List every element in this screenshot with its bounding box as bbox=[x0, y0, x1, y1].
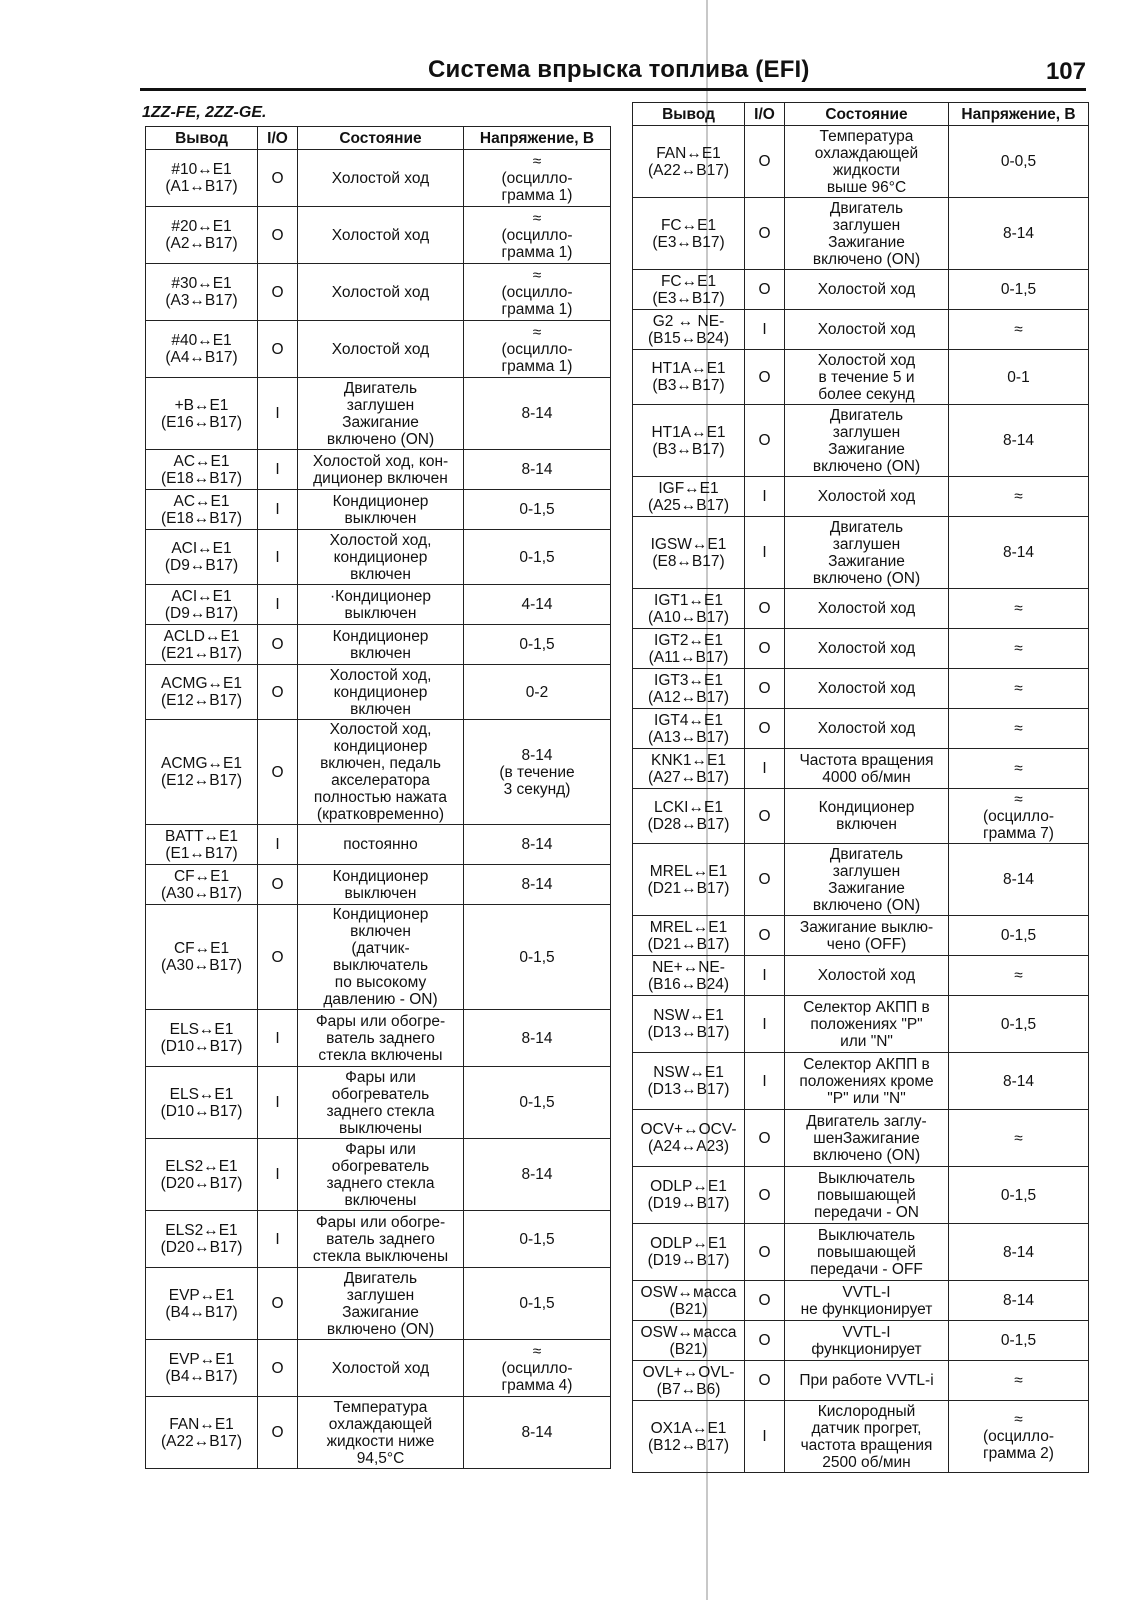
cell-condition: Селектор АКПП в положениях "P" или "N" bbox=[785, 996, 949, 1053]
cell-voltage: 8-14 bbox=[949, 1224, 1089, 1281]
cell-condition: Двигатель заглушен Зажигание включено (ON) bbox=[298, 1268, 464, 1340]
table-row bbox=[146, 450, 611, 490]
table-row bbox=[146, 1340, 611, 1397]
cell-voltage: ≈ (осцилло- грамма 1) bbox=[464, 207, 611, 264]
cell-condition: Холостой ход, кондиционер включен bbox=[298, 665, 464, 720]
cell-pin: #30↔E1 (A3↔B17) bbox=[146, 264, 258, 321]
cell-voltage: 0-1,5 bbox=[464, 905, 611, 1010]
cell-condition: Зажигание выклю- чено (OFF) bbox=[785, 916, 949, 956]
cell-pin: IGT1↔E1 (A10↔B17) bbox=[633, 589, 745, 629]
table-row bbox=[146, 1139, 611, 1211]
cell-voltage: 8-14 bbox=[949, 844, 1089, 916]
cell-voltage: 0-1,5 bbox=[464, 1268, 611, 1340]
table-row bbox=[633, 1053, 1089, 1110]
table-row bbox=[146, 1211, 611, 1268]
cell-pin: +B↔E1 (E16↔B17) bbox=[146, 378, 258, 450]
cell-io: O bbox=[745, 629, 785, 669]
column-header-condition: Состояние bbox=[298, 127, 464, 150]
table-row bbox=[146, 1067, 611, 1139]
cell-voltage: 8-14 bbox=[464, 1010, 611, 1067]
table-row bbox=[633, 1281, 1089, 1321]
table-row bbox=[633, 629, 1089, 669]
table-row bbox=[146, 665, 611, 720]
column-header-io: I/O bbox=[745, 103, 785, 126]
cell-pin: FC↔E1 (E3↔B17) bbox=[633, 198, 745, 270]
cell-pin: IGF↔E1 (A25↔B17) bbox=[633, 477, 745, 517]
cell-voltage: 8-14 bbox=[464, 450, 611, 490]
table-row bbox=[633, 1110, 1089, 1167]
cell-io: O bbox=[745, 405, 785, 477]
cell-condition: Холостой ход bbox=[298, 1340, 464, 1397]
cell-voltage: 0-1 bbox=[949, 350, 1089, 405]
cell-pin: MREL↔E1 (D21↔B17) bbox=[633, 844, 745, 916]
cell-condition: Выключатель повышающей передачи - ON bbox=[785, 1167, 949, 1224]
cell-pin: HT1A↔E1 (B3↔B17) bbox=[633, 350, 745, 405]
column-header-condition: Состояние bbox=[785, 103, 949, 126]
table-row bbox=[146, 264, 611, 321]
cell-pin: IGT3↔E1 (A12↔B17) bbox=[633, 669, 745, 709]
cell-condition: Холостой ход bbox=[298, 150, 464, 207]
cell-pin: ACI↔E1 (D9↔B17) bbox=[146, 530, 258, 585]
engine-caption: 1ZZ-FE, 2ZZ-GE. bbox=[142, 104, 267, 121]
cell-condition: Кондиционер выключен bbox=[298, 865, 464, 905]
table-row bbox=[146, 865, 611, 905]
cell-pin: OSW↔масса (B21) bbox=[633, 1321, 745, 1361]
cell-condition: Температура охлаждающей жидкости выше 96°C bbox=[785, 126, 949, 198]
cell-io: I bbox=[745, 477, 785, 517]
cell-pin: ELS2↔E1 (D20↔B17) bbox=[146, 1211, 258, 1268]
table-row bbox=[633, 517, 1089, 589]
cell-pin: OVL+↔OVL- (B7↔B6) bbox=[633, 1361, 745, 1401]
cell-condition: Кондиционер включен (датчик- выключатель по высокому давлению - ON) bbox=[298, 905, 464, 1010]
cell-pin: ACLD↔E1 (E21↔B17) bbox=[146, 625, 258, 665]
cell-io: O bbox=[745, 126, 785, 198]
cell-pin: ELS2↔E1 (D20↔B17) bbox=[146, 1139, 258, 1211]
cell-voltage: 0-1,5 bbox=[464, 490, 611, 530]
cell-condition: Холостой ход, кондиционер включен bbox=[298, 530, 464, 585]
cell-pin: ACMG↔E1 (E12↔B17) bbox=[146, 665, 258, 720]
cell-pin: EVP↔E1 (B4↔B17) bbox=[146, 1340, 258, 1397]
table-row bbox=[146, 1268, 611, 1340]
cell-voltage: ≈ bbox=[949, 956, 1089, 996]
cell-io: O bbox=[258, 720, 298, 825]
cell-condition: Температура охлаждающей жидкости ниже 94,5°C bbox=[298, 1397, 464, 1469]
cell-pin: IGT4↔E1 (A13↔B17) bbox=[633, 709, 745, 749]
cell-voltage: 0-1,5 bbox=[464, 1067, 611, 1139]
table-row bbox=[633, 1361, 1089, 1401]
cell-pin: ODLP↔E1 (D19↔B17) bbox=[633, 1224, 745, 1281]
cell-pin: CF↔E1 (A30↔B17) bbox=[146, 865, 258, 905]
cell-condition: Двигатель заглушен Зажигание включено (ON) bbox=[785, 517, 949, 589]
table-row bbox=[633, 477, 1089, 517]
cell-io: O bbox=[745, 1224, 785, 1281]
cell-condition: Кондиционер выключен bbox=[298, 490, 464, 530]
cell-io: O bbox=[258, 1268, 298, 1340]
table-row bbox=[146, 625, 611, 665]
cell-voltage: ≈ bbox=[949, 589, 1089, 629]
cell-pin: ELS↔E1 (D10↔B17) bbox=[146, 1067, 258, 1139]
cell-condition: Холостой ход, кондиционер включен, педаль акселератора полностью нажата (кратковременно) bbox=[298, 720, 464, 825]
cell-condition: Кондиционер включен bbox=[785, 789, 949, 844]
cell-io: I bbox=[258, 1139, 298, 1211]
cell-io: O bbox=[258, 150, 298, 207]
cell-voltage: 0-1,5 bbox=[949, 916, 1089, 956]
cell-condition: Холостой ход bbox=[298, 321, 464, 378]
table-row bbox=[633, 996, 1089, 1053]
cell-io: O bbox=[258, 905, 298, 1010]
cell-condition: Фары или обогреватель заднего стекла выключены bbox=[298, 1067, 464, 1139]
cell-io: O bbox=[258, 321, 298, 378]
cell-pin: NSW↔E1 (D13↔B17) bbox=[633, 1053, 745, 1110]
cell-pin: ODLP↔E1 (D19↔B17) bbox=[633, 1167, 745, 1224]
cell-io: O bbox=[258, 1397, 298, 1469]
cell-io: I bbox=[745, 956, 785, 996]
cell-condition: Холостой ход в течение 5 и более секунд bbox=[785, 350, 949, 405]
cell-condition: Выключатель повышающей передачи - OFF bbox=[785, 1224, 949, 1281]
cell-pin: FC↔E1 (E3↔B17) bbox=[633, 270, 745, 310]
cell-voltage: ≈ bbox=[949, 477, 1089, 517]
cell-pin: BATT↔E1 (E1↔B17) bbox=[146, 825, 258, 865]
cell-condition: При работе VVTL-i bbox=[785, 1361, 949, 1401]
page-header bbox=[140, 54, 1086, 91]
cell-condition: Холостой ход bbox=[785, 709, 949, 749]
cell-voltage: ≈ bbox=[949, 1110, 1089, 1167]
table-row bbox=[146, 825, 611, 865]
cell-io: I bbox=[745, 1053, 785, 1110]
column-header-io: I/O bbox=[258, 127, 298, 150]
table-row bbox=[146, 530, 611, 585]
cell-io: I bbox=[258, 825, 298, 865]
cell-pin: AC↔E1 (E18↔B17) bbox=[146, 450, 258, 490]
cell-condition: Селектор АКПП в положениях кроме "P" или "N" bbox=[785, 1053, 949, 1110]
cell-io: O bbox=[258, 625, 298, 665]
cell-io: I bbox=[258, 490, 298, 530]
cell-pin: OX1A↔E1 (B12↔B17) bbox=[633, 1401, 745, 1473]
cell-pin: LCKI↔E1 (D28↔B17) bbox=[633, 789, 745, 844]
cell-io: O bbox=[745, 1167, 785, 1224]
cell-pin: CF↔E1 (A30↔B17) bbox=[146, 905, 258, 1010]
table-row bbox=[146, 905, 611, 1010]
table-row bbox=[146, 1010, 611, 1067]
cell-condition: Двигатель заглушен Зажигание включено (ON) bbox=[785, 844, 949, 916]
cell-condition: Холостой ход bbox=[785, 669, 949, 709]
table-header-row bbox=[146, 127, 611, 150]
cell-voltage: ≈ bbox=[949, 1361, 1089, 1401]
cell-pin: HT1A↔E1 (B3↔B17) bbox=[633, 405, 745, 477]
table-row bbox=[633, 350, 1089, 405]
cell-io: O bbox=[258, 665, 298, 720]
table-row bbox=[633, 310, 1089, 350]
cell-io: I bbox=[258, 530, 298, 585]
cell-pin: ACMG↔E1 (E12↔B17) bbox=[146, 720, 258, 825]
page-number: 107 bbox=[1045, 58, 1086, 85]
cell-condition: Двигатель заглушен Зажигание включено (ON) bbox=[298, 378, 464, 450]
cell-voltage: ≈ bbox=[949, 749, 1089, 789]
cell-voltage: 4-14 bbox=[464, 585, 611, 625]
cell-condition: Кислородный датчик прогрет, частота вращения 2500 об/мин bbox=[785, 1401, 949, 1473]
cell-io: I bbox=[745, 1401, 785, 1473]
pin-table-left bbox=[145, 126, 611, 1469]
cell-condition: постоянно bbox=[298, 825, 464, 865]
table-row bbox=[146, 150, 611, 207]
cell-voltage: 8-14 bbox=[949, 1053, 1089, 1110]
table-row bbox=[633, 956, 1089, 996]
cell-voltage: ≈ (осцилло- грамма 1) bbox=[464, 150, 611, 207]
cell-io: I bbox=[258, 1067, 298, 1139]
cell-io: O bbox=[745, 1321, 785, 1361]
cell-voltage: 0-1,5 bbox=[464, 1211, 611, 1268]
column-header-voltage: Напряжение, В bbox=[464, 127, 611, 150]
cell-condition: Холостой ход bbox=[785, 629, 949, 669]
cell-io: O bbox=[258, 207, 298, 264]
cell-voltage: 8-14 bbox=[464, 378, 611, 450]
cell-io: O bbox=[745, 589, 785, 629]
column-header-voltage: Напряжение, В bbox=[949, 103, 1089, 126]
cell-pin: G2 ↔ NE- (B15↔B24) bbox=[633, 310, 745, 350]
cell-condition: VVTL-I функционирует bbox=[785, 1321, 949, 1361]
cell-io: I bbox=[745, 517, 785, 589]
table-row bbox=[633, 709, 1089, 749]
cell-io: I bbox=[258, 378, 298, 450]
cell-pin: FAN↔E1 (A22↔B17) bbox=[633, 126, 745, 198]
table-row bbox=[633, 1321, 1089, 1361]
cell-pin: #40↔E1 (A4↔B17) bbox=[146, 321, 258, 378]
cell-io: O bbox=[258, 1340, 298, 1397]
table-row bbox=[146, 207, 611, 264]
cell-voltage: 0-1,5 bbox=[949, 1321, 1089, 1361]
table-row bbox=[633, 589, 1089, 629]
cell-io: O bbox=[258, 865, 298, 905]
cell-voltage: 8-14 bbox=[949, 405, 1089, 477]
cell-condition: VVTL-I не функционирует bbox=[785, 1281, 949, 1321]
cell-io: I bbox=[258, 450, 298, 490]
cell-voltage: 8-14 bbox=[464, 825, 611, 865]
cell-voltage: ≈ bbox=[949, 629, 1089, 669]
table-row bbox=[146, 490, 611, 530]
cell-voltage: 8-14 bbox=[464, 1139, 611, 1211]
cell-voltage: 0-1,5 bbox=[949, 1167, 1089, 1224]
cell-pin: ELS↔E1 (D10↔B17) bbox=[146, 1010, 258, 1067]
table-row bbox=[633, 669, 1089, 709]
cell-io: O bbox=[745, 1110, 785, 1167]
cell-io: O bbox=[745, 1361, 785, 1401]
cell-pin: OSW↔масса (B21) bbox=[633, 1281, 745, 1321]
cell-voltage: ≈ bbox=[949, 709, 1089, 749]
table-row bbox=[633, 1224, 1089, 1281]
table-row bbox=[633, 198, 1089, 270]
table-row bbox=[146, 378, 611, 450]
cell-condition: Фары или обогре- ватель заднего стекла выключены bbox=[298, 1211, 464, 1268]
cell-voltage: 8-14 bbox=[464, 865, 611, 905]
cell-voltage: 0-1,5 bbox=[464, 530, 611, 585]
table-row bbox=[633, 844, 1089, 916]
cell-voltage: 0-1,5 bbox=[949, 996, 1089, 1053]
cell-voltage: ≈ (осцилло- грамма 7) bbox=[949, 789, 1089, 844]
cell-condition: Холостой ход bbox=[785, 310, 949, 350]
cell-io: O bbox=[745, 270, 785, 310]
cell-voltage: 0-1,5 bbox=[949, 270, 1089, 310]
cell-voltage: ≈ (осцилло- грамма 1) bbox=[464, 264, 611, 321]
cell-condition: Двигатель заглушен Зажигание включено (ON) bbox=[785, 405, 949, 477]
cell-voltage: ≈ bbox=[949, 310, 1089, 350]
cell-io: O bbox=[745, 1281, 785, 1321]
table-row bbox=[146, 1397, 611, 1469]
table-row bbox=[146, 321, 611, 378]
cell-pin: IGT2↔E1 (A11↔B17) bbox=[633, 629, 745, 669]
column-header-pin: Вывод bbox=[633, 103, 745, 126]
cell-voltage: 8-14 bbox=[949, 198, 1089, 270]
cell-io: O bbox=[745, 844, 785, 916]
cell-condition: Двигатель заглушен Зажигание включено (ON) bbox=[785, 198, 949, 270]
cell-voltage: 0-2 bbox=[464, 665, 611, 720]
cell-condition: Холостой ход, кон- диционер включен bbox=[298, 450, 464, 490]
cell-io: O bbox=[745, 669, 785, 709]
cell-condition: Холостой ход bbox=[785, 477, 949, 517]
cell-io: I bbox=[745, 996, 785, 1053]
cell-io: I bbox=[745, 749, 785, 789]
table-row bbox=[146, 720, 611, 825]
cell-io: O bbox=[745, 709, 785, 749]
cell-io: O bbox=[745, 198, 785, 270]
cell-pin: AC↔E1 (E18↔B17) bbox=[146, 490, 258, 530]
cell-io: I bbox=[258, 1211, 298, 1268]
table-row bbox=[633, 789, 1089, 844]
cell-pin: #10↔E1 (A1↔B17) bbox=[146, 150, 258, 207]
table-row bbox=[633, 749, 1089, 789]
cell-voltage: 0-1,5 bbox=[464, 625, 611, 665]
cell-pin: EVP↔E1 (B4↔B17) bbox=[146, 1268, 258, 1340]
cell-voltage: 8-14 bbox=[949, 1281, 1089, 1321]
cell-pin: MREL↔E1 (D21↔B17) bbox=[633, 916, 745, 956]
cell-voltage: ≈ (осцилло- грамма 1) bbox=[464, 321, 611, 378]
page-title: Система впрыска топлива (EFI) bbox=[428, 56, 810, 83]
cell-condition: Фары или обогреватель заднего стекла включены bbox=[298, 1139, 464, 1211]
column-header-pin: Вывод bbox=[146, 127, 258, 150]
table-row bbox=[633, 916, 1089, 956]
cell-pin: KNK1↔E1 (A27↔B17) bbox=[633, 749, 745, 789]
cell-condition: ·Кондиционер выключен bbox=[298, 585, 464, 625]
cell-voltage: ≈ bbox=[949, 669, 1089, 709]
cell-voltage: 8-14 bbox=[464, 1397, 611, 1469]
cell-voltage: ≈ (осцилло- грамма 2) bbox=[949, 1401, 1089, 1473]
cell-condition: Холостой ход bbox=[785, 270, 949, 310]
cell-voltage: 8-14 bbox=[949, 517, 1089, 589]
cell-io: I bbox=[258, 585, 298, 625]
cell-pin: FAN↔E1 (A22↔B17) bbox=[146, 1397, 258, 1469]
pin-table-right bbox=[632, 102, 1089, 1473]
table-row bbox=[633, 1167, 1089, 1224]
cell-voltage: 0-0,5 bbox=[949, 126, 1089, 198]
table-row bbox=[633, 1401, 1089, 1473]
table-header-row bbox=[633, 103, 1089, 126]
cell-condition: Двигатель заглу- шенЗажигание включено (ON) bbox=[785, 1110, 949, 1167]
cell-io: I bbox=[745, 310, 785, 350]
cell-voltage: 8-14 (в течение 3 секунд) bbox=[464, 720, 611, 825]
cell-pin: ACI↔E1 (D9↔B17) bbox=[146, 585, 258, 625]
cell-condition: Кондиционер включен bbox=[298, 625, 464, 665]
cell-io: O bbox=[745, 789, 785, 844]
cell-io: O bbox=[258, 264, 298, 321]
cell-pin: IGSW↔E1 (E8↔B17) bbox=[633, 517, 745, 589]
cell-pin: NSW↔E1 (D13↔B17) bbox=[633, 996, 745, 1053]
cell-condition: Холостой ход bbox=[298, 207, 464, 264]
cell-io: O bbox=[745, 350, 785, 405]
cell-condition: Частота вращения 4000 об/мин bbox=[785, 749, 949, 789]
cell-voltage: ≈ (осцилло- грамма 4) bbox=[464, 1340, 611, 1397]
cell-io: O bbox=[745, 916, 785, 956]
cell-condition: Холостой ход bbox=[785, 956, 949, 996]
cell-io: I bbox=[258, 1010, 298, 1067]
table-row bbox=[146, 585, 611, 625]
cell-condition: Холостой ход bbox=[785, 589, 949, 629]
cell-pin: NE+↔NE- (B16↔B24) bbox=[633, 956, 745, 996]
table-row bbox=[633, 126, 1089, 198]
cell-pin: #20↔E1 (A2↔B17) bbox=[146, 207, 258, 264]
table-row bbox=[633, 405, 1089, 477]
cell-condition: Холостой ход bbox=[298, 264, 464, 321]
table-row bbox=[633, 270, 1089, 310]
cell-pin: OCV+↔OCV- (A24↔A23) bbox=[633, 1110, 745, 1167]
cell-condition: Фары или обогре- ватель заднего стекла включены bbox=[298, 1010, 464, 1067]
